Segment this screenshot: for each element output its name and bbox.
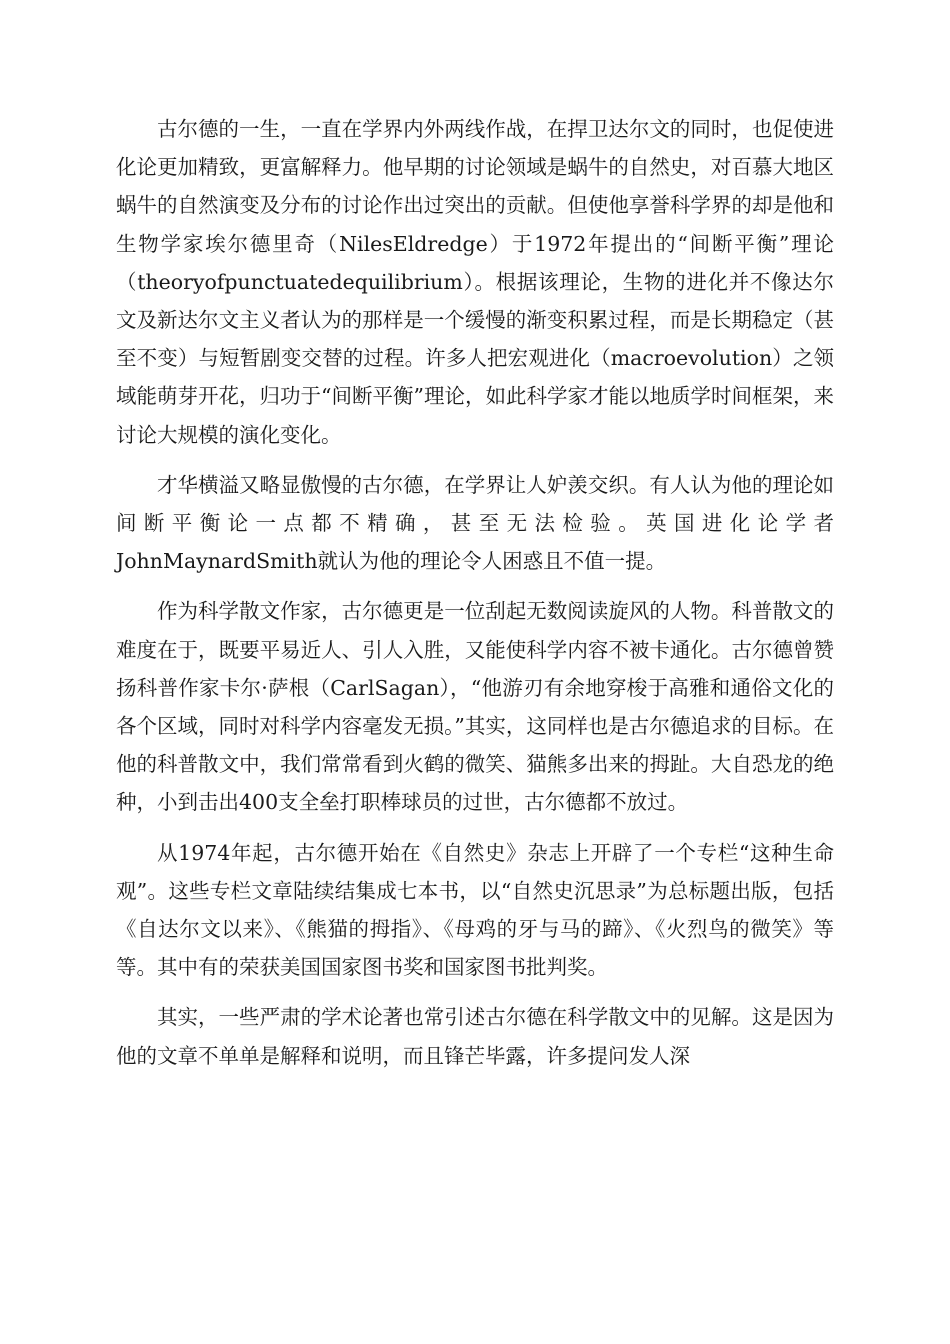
article-body [116, 110, 834, 1087]
paragraph-gould-career: 古尔德的一生，一直在学界内外两线作战，在捍卫达尔文的同时，也促使进化论更加精致，更富解释力。他早期的讨论领域是蜗牛的自然史，对百慕大地区蜗牛的自然演变及分布的讨论作出过突出的贡献。但使他享誉科学界的却是他和生物学家埃尔德里奇（NilesEldredge）于1972年提出的“间断平衡”理论（theoryofpunctuatedequilibrium）。根据该理论，生物的进化并不像达尔文及新达尔文主义者认为的那样是一个缓慢的渐变积累过程，而是长期稳定（甚至不变）与短暂剧变交替的过程。许多人把宏观进化（macroevolution）之领域能萌芽开花，归功于“间断平衡”理论，如此科学家才能以地质学时间框架，来讨论大规模的演化变化。 [116, 117, 834, 447]
paragraph-gould-science-writing: 作为科学散文作家，古尔德更是一位刮起无数阅读旋风的人物。科普散文的难度在于，既要平易近人、引人入胜，又能使科学内容不被卡通化。古尔德曾赞扬科普作家卡尔·萨根（CarlSagan），“他游刃有余地穿梭于高雅和通俗文化的各个区域，同时对科学内容毫发无损。”其实，这同样也是古尔德追求的目标。在他的科普散文中，我们常常看到火鹤的微笑、猫熊多出来的拇趾。大自恐龙的绝种，小到击出400支全垒打职棒球员的过世，古尔德都不放过。 [116, 599, 834, 815]
paragraph-gould-column: 从1974年起，古尔德开始在《自然史》杂志上开辟了一个专栏“这种生命观”。这些专栏文章陆续结集成七本书，以“自然史沉思录”为总标题出版，包括《自达尔文以来》、《熊猫的拇指》、《母鸡的牙与马的蹄》、《火烈鸟的微笑》等等。其中有的荣获美国国家图书奖和国家图书批判奖。 [116, 840, 834, 980]
paragraph-gould-academic-citation: 其实，一些严肃的学术论著也常引述古尔德在科学散文中的见解。这是因为他的文章不单单是解释和说明，而且锋芒毕露，许多提问发人深 [116, 1005, 834, 1068]
paragraph-gould-critics: 才华横溢又略显傲慢的古尔德，在学界让人妒羡交织。有人认为他的理论如间断平衡论一点都不精确，甚至无法检验。英国进化论学者JohnMaynardSmith就认为他的理论令人困惑且不值一提。 [116, 472, 834, 574]
